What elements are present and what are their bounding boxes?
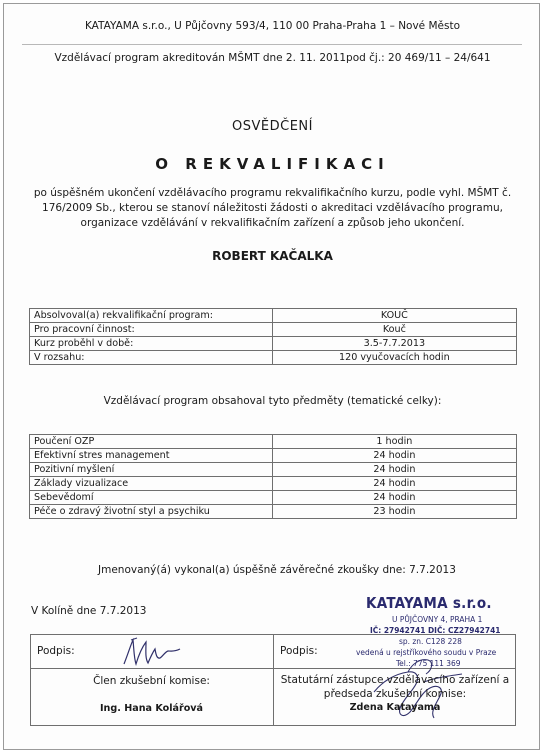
subject-hours: 24 hodin <box>272 463 516 477</box>
place-date: V Kolíně dne 7.7.2013 <box>31 605 147 617</box>
stamp-file-number: sp. zn. C128 228 <box>399 636 462 646</box>
stamp-court: vedená u rejstříkového soudu v Praze <box>356 647 497 657</box>
certificate-title: OSVĚDČENÍ <box>232 119 313 134</box>
right-signature-label: Podpis: <box>280 645 318 657</box>
subjects-heading: Vzdělávací program obsahoval tyto předměty (tematické celky): <box>103 395 442 407</box>
person-name: ROBERT KAČALKA <box>212 249 333 263</box>
accreditation-line: Vzdělávací program akreditován MŠMT dne 2. 11. 2011pod čj.: 20 469/11 – 24/641 <box>54 52 491 64</box>
table-row <box>30 351 517 365</box>
table-cell-value: Kouč <box>272 323 516 337</box>
table-row <box>30 309 517 323</box>
company-header: KATAYAMA s.r.o., U Půjčovny 593/4, 110 00 Praha-Praha 1 – Nové Město <box>84 20 461 32</box>
right-signer-name: Zdena Katayama <box>349 702 441 713</box>
table-row <box>30 477 517 491</box>
table-row <box>30 337 517 351</box>
subject-hours: 23 hodin <box>272 505 516 519</box>
left-signer-role: Člen zkušební komise: <box>93 675 210 687</box>
stamp-address: U PŮJČOVNY 4, PRAHA 1 <box>392 614 483 624</box>
subject-name: Základy vizualizace <box>30 477 273 491</box>
header-divider <box>22 44 522 45</box>
intro-line-3: organizace vzdělávání v rekvalifikačním zařízení a způsob jeho ukončení. <box>80 217 465 229</box>
subject-hours: 24 hodin <box>272 449 516 463</box>
exam-line: Jmenovaný(á) vykonal(a) úspěšně závěrečné zkoušky dne: 7.7.2013 <box>98 564 456 576</box>
right-signer-role-line-1: Statutární zástupce vzdělávacího zařízení a <box>280 674 510 686</box>
table-cell-value: KOUČ <box>272 309 516 323</box>
subject-name: Pozitivní myšlení <box>30 463 273 477</box>
handwritten-signature-left <box>122 636 184 668</box>
program-table <box>29 308 517 365</box>
stamp-company-name: KATAYAMA s.r.o. <box>366 594 492 612</box>
table-cell-label: Kurz proběhl v době: <box>30 337 273 351</box>
left-signer-name: Ing. Hana Kolářová <box>99 703 204 714</box>
table-cell-value: 3.5-7.7.2013 <box>272 337 516 351</box>
subjects-table <box>29 434 517 519</box>
table-cell-label: Pro pracovní činnost: <box>30 323 273 337</box>
stamp-phone: Tel.: 775 111 369 <box>396 658 461 668</box>
subject-hours: 24 hodin <box>272 477 516 491</box>
subject-name: Péče o zdravý životní styl a psychiku <box>30 505 273 519</box>
table-row <box>30 435 517 449</box>
right-signer-role-line-2: předseda zkušební komise: <box>323 688 467 700</box>
stamp-ids: IČ: 27942741 DIČ: CZ27942741 <box>370 625 501 635</box>
intro-line-1: po úspěšném ukončení vzdělávacího programu rekvalifikačního kurzu, podle vyhl. MŠMT č. <box>33 187 512 199</box>
subject-name: Efektivní stres management <box>30 449 273 463</box>
table-cell-label: V rozsahu: <box>30 351 273 365</box>
certificate-subtitle: O REKVALIFIKACI <box>155 155 390 173</box>
subject-hours: 1 hodin <box>272 435 516 449</box>
left-signature-label: Podpis: <box>37 645 75 657</box>
table-row <box>30 449 517 463</box>
table-row <box>30 323 517 337</box>
subject-name: Poučení OZP <box>30 435 273 449</box>
intro-line-2: 176/2009 Sb., kterou se stanoví náležitosti žádosti o akreditaci vzdělávacího programu, <box>42 202 503 214</box>
table-cell-value: 120 vyučovacích hodin <box>272 351 516 365</box>
table-row <box>30 463 517 477</box>
table-row <box>30 491 517 505</box>
certificate-page <box>3 3 540 750</box>
subject-name: Sebevědomí <box>30 491 273 505</box>
table-row <box>30 505 517 519</box>
table-cell-label: Absolvoval(a) rekvalifikační program: <box>30 309 273 323</box>
subject-hours: 24 hodin <box>272 491 516 505</box>
